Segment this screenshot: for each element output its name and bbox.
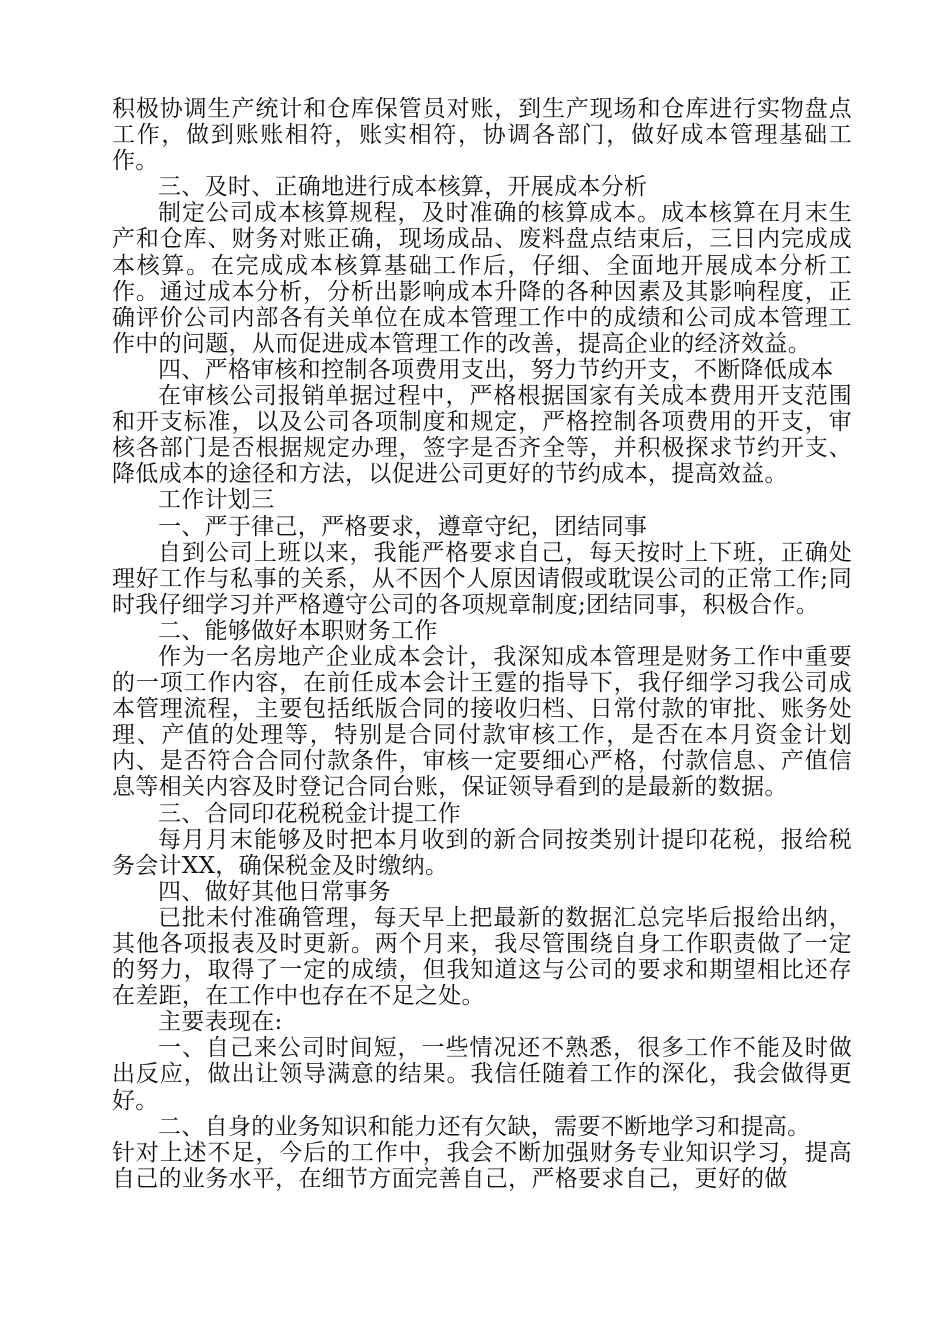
section-heading: 主要表现在: (158, 1009, 283, 1036)
body-paragraph: 自到公司上班以来，我能严格要求自己，每天按时上下班，正确处理好工作与私事的关系，从不因个人原因请假或耽误公司的正常工作;同时我仔细学习并严格遵守公司的各项规章制度;团结同事，积极合作。 (112, 539, 852, 618)
section-heading: 三、合同印花税税金计提工作 (158, 800, 461, 827)
body-paragraph: 二、自身的业务知识和能力还有欠缺，需要不断地学习和提高。 (158, 1113, 811, 1140)
body-paragraph: 一、自己来公司时间短，一些情况还不熟悉，很多工作不能及时做出反应，做出让领导满意的结果。我信任随着工作的深化，我会做得更好。 (112, 1035, 852, 1114)
section-heading: 二、能够做好本职财务工作 (158, 617, 438, 644)
body-paragraph: 作为一名房地产企业成本会计，我深知成本管理是财务工作中重要的一项工作内容，在前任成本会计王霆的指导下，我仔细学习我公司成本管理流程，主要包括纸版合同的接收归档、日常付款的审批、账务处理、产值的处理等，特别是合同付款审核工作，是否在本月资金计划内、是否符合合同付款条件，审核一定要细心严格，付款信息、产值信息等相关内容及时登记合同台账，保证领导看到的是最新的数据。 (112, 643, 852, 801)
body-paragraph: 已批未付准确管理，每天早上把最新的数据汇总完毕后报给出纳，其他各项报表及时更新。两个月来，我尽管围绕自身工作职责做了一定的努力，取得了一定的成绩，但我知道这与公司的要求和期望相比还存在差距，在工作中也存在不足之处。 (112, 904, 852, 1010)
section-heading: 四、做好其他日常事务 (158, 878, 391, 905)
body-paragraph: 制定公司成本核算规程，及时准确的核算成本。成本核算在月末生产和仓库、财务对账正确，现场成品、废料盘点结束后，三日内完成成本核算。在完成成本核算基础工作后，仔细、全面地开展成本分析工作。通过成本分析，分析出影响成本升降的各种因素及其影响程度，正确评价公司内部各有关单位在成本管理工作中的成绩和公司成本管理工作中的问题，从而促进成本管理工作的改善，提高企业的经济效益。 (112, 200, 852, 357)
body-paragraph: 每月月末能够及时把本月收到的新合同按类别计提印花税，报给税务会计XX，确保税金及时缴纳。 (112, 826, 852, 879)
section-heading: 三、及时、正确地进行成本核算，开展成本分析 (158, 174, 648, 201)
body-paragraph: 在审核公司报销单据过程中，严格根据国家有关成本费用开支范围和开支标准，以及公司各项制度和规定，严格控制各项费用的开支，审核各部门是否根据规定办理，签字是否齐全等，并积极探求节约开支、降低成本的途径和方法，以促进公司更好的节约成本，提高效益。 (112, 383, 852, 488)
body-paragraph: 积极协调生产统计和仓库保管员对账，到生产现场和仓库进行实物盘点工作，做到账账相符，账实相符，协调各部门，做好成本管理基础工作。 (112, 96, 852, 175)
section-heading: 一、严于律己，严格要求，遵章守纪，团结同事 (158, 513, 648, 540)
document-page (112, 96, 852, 1192)
body-paragraph: 针对上述不足，今后的工作中，我会不断加强财务专业知识学习，提高自己的业务水平，在细节方面完善自己，严格要求自己，更好的做 (112, 1139, 852, 1192)
plan-title: 工作计划三 (158, 487, 275, 514)
section-heading: 四、严格审核和控制各项费用支出，努力节约开支，不断降低成本 (158, 356, 834, 383)
